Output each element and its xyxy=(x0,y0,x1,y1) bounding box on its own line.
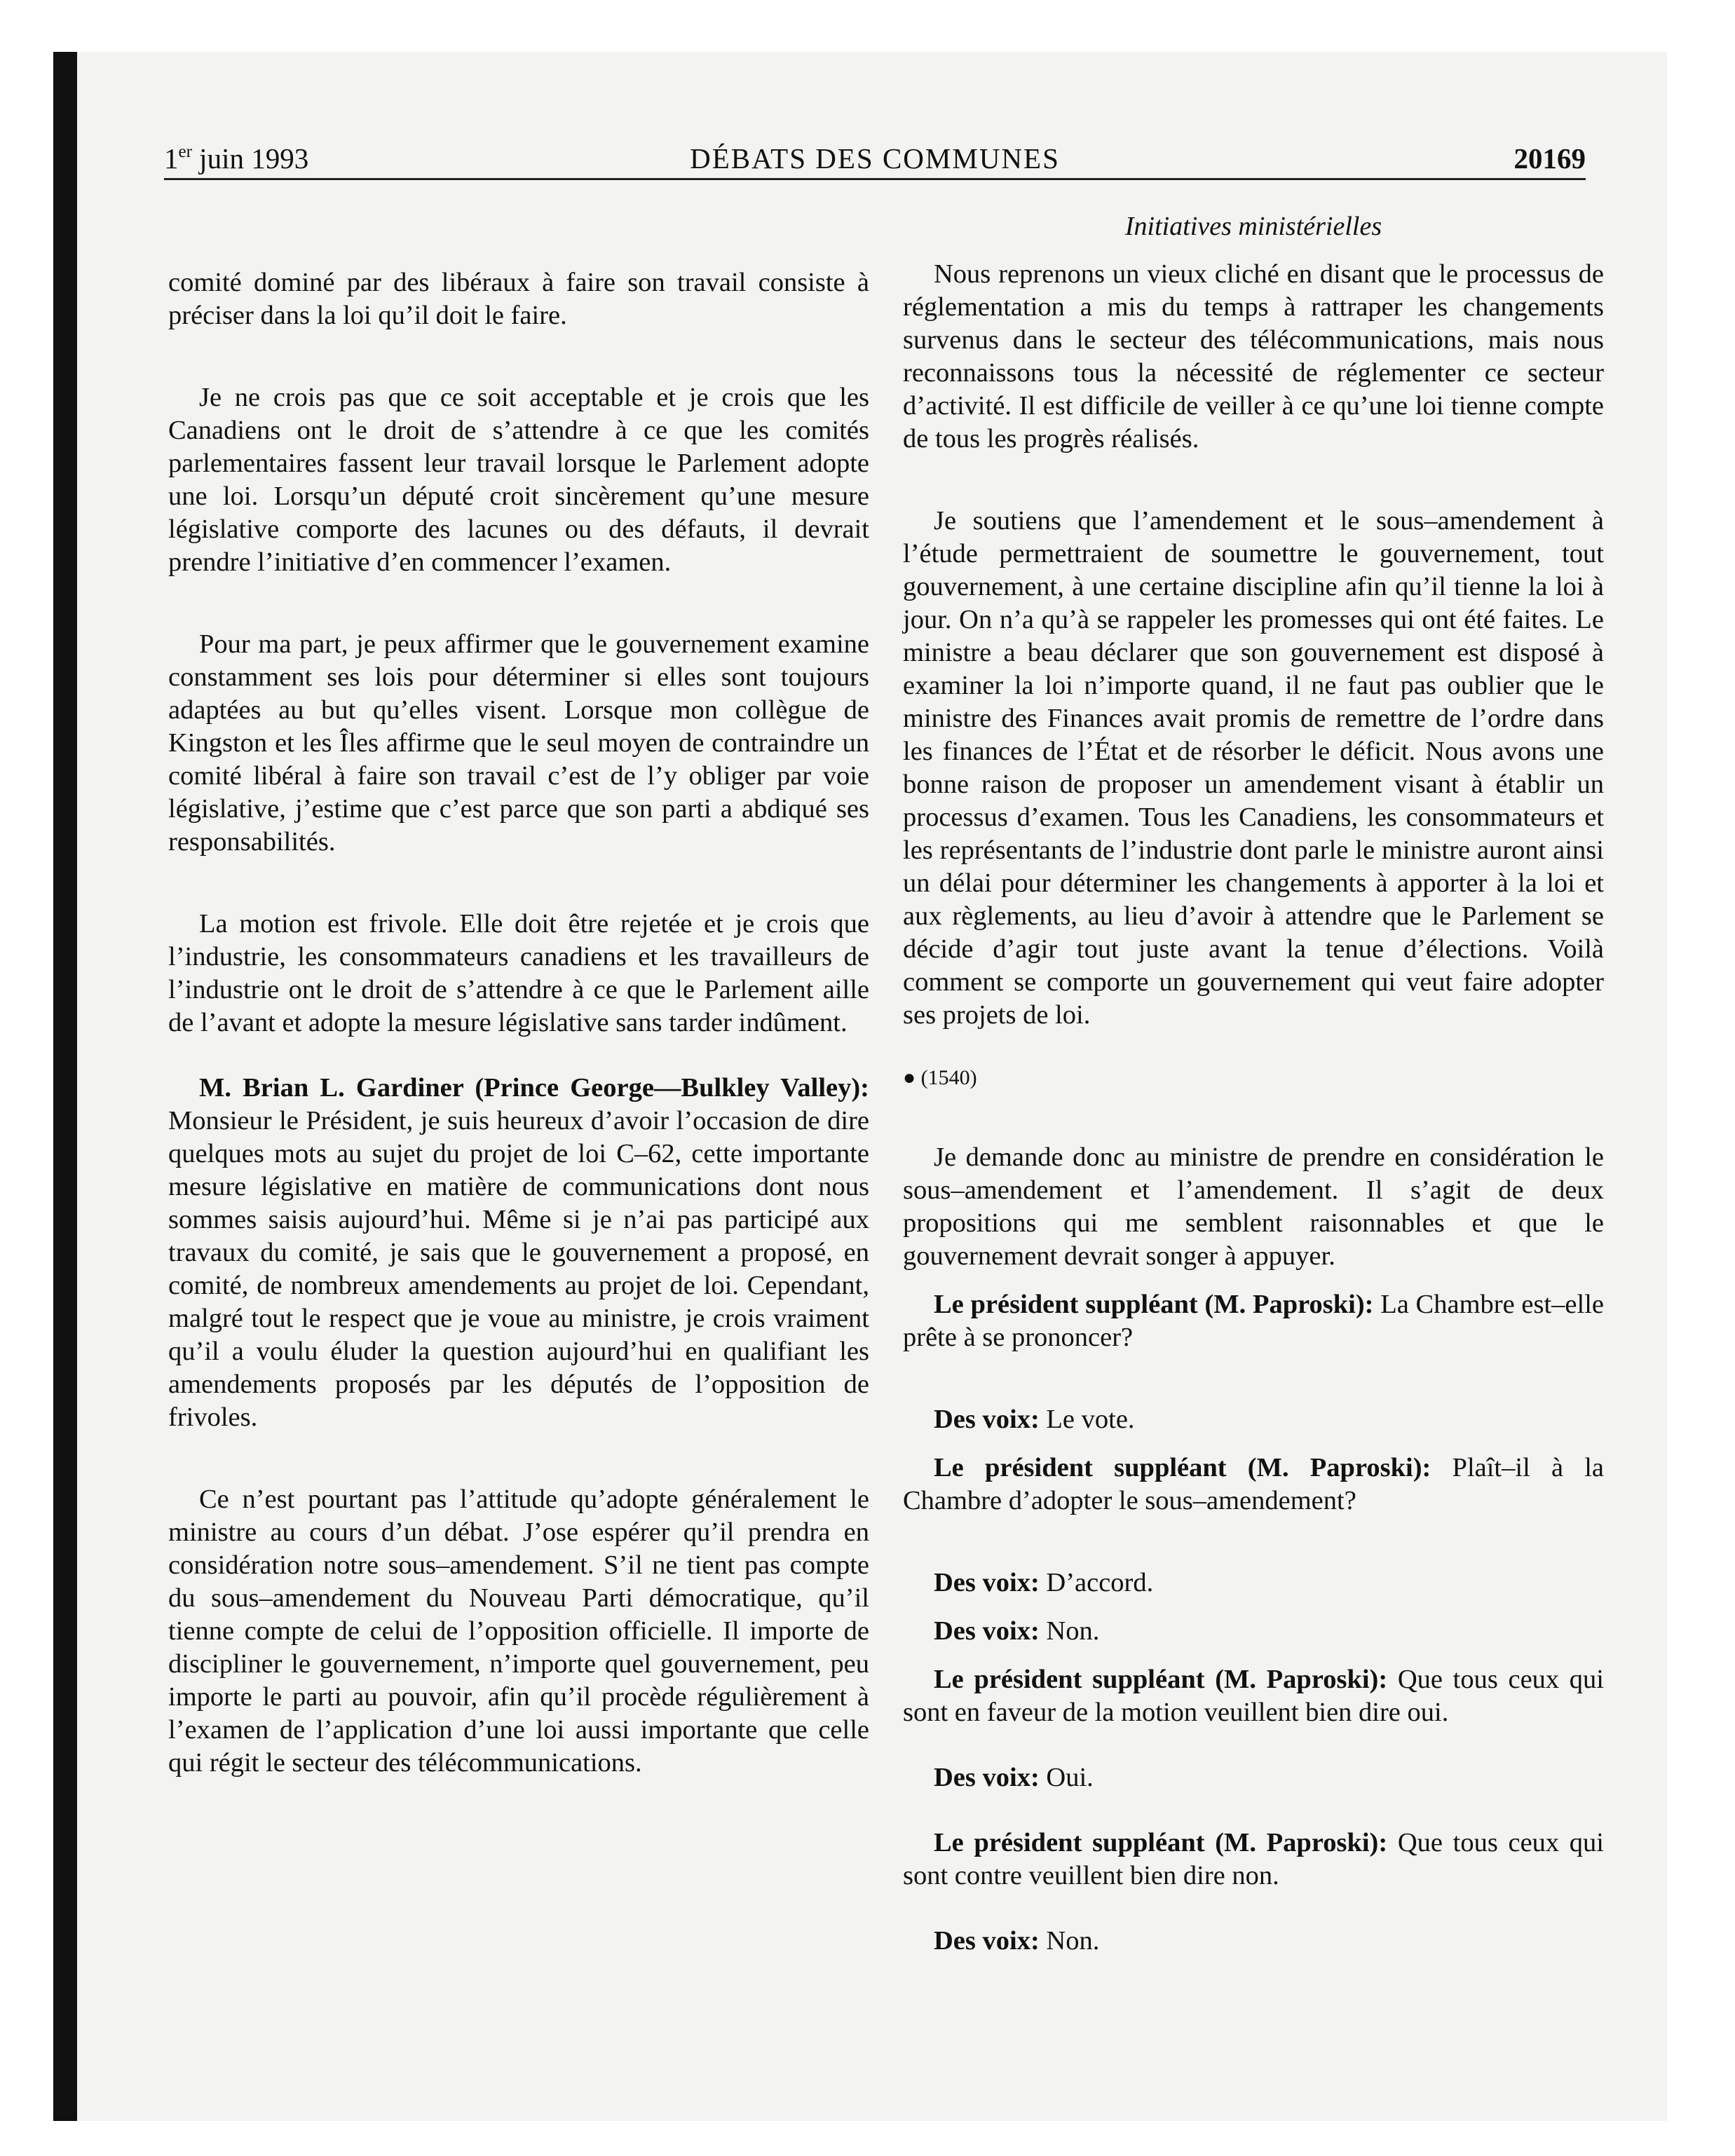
speaker-name: M. Brian L. Gardiner (Prince George—Bulkley Valley): xyxy=(199,1073,869,1103)
speech-paragraph: Des voix: Non. xyxy=(934,1926,1100,1956)
speaker-name: Le président suppléant (M. Paproski): xyxy=(934,1828,1388,1857)
speech-paragraph: Des voix: Le vote. xyxy=(934,1405,1135,1434)
bullet-icon: ● xyxy=(903,1066,916,1089)
speaker-name: Le président suppléant (M. Paproski): xyxy=(934,1290,1374,1319)
paragraph: La motion est frivole. Elle doit être rejetée et je crois que l’industrie, les consommateurs canadiens et les travailleurs de l’industrie ont le droit de s’attendre à ce que le Parlement aille de l’avant et adopte la mesure législative sans tarder indûment. xyxy=(168,909,869,1037)
header-title: DÉBATS DES COMMUNES xyxy=(690,142,1060,175)
header-rule xyxy=(164,178,1586,180)
left-column xyxy=(168,210,869,1780)
paragraph: Nous reprenons un vieux cliché en disant que le processus de réglementation a mis du temps à rattraper les changements survenus dans le secteur des télécommunications, mais nous reconnaissons tous la nécessité de réglementer ce secteur d’activité. Il est difficile de veiller à ce qu’une loi tienne compte de tous les progrès réalisés. xyxy=(903,259,1604,453)
speech-paragraph: Le président suppléant (M. Paproski): Que tous ceux qui sont contre veuillent bien dire non. xyxy=(903,1828,1604,1890)
speaker-name: Le président suppléant (M. Paproski): xyxy=(934,1453,1431,1482)
paragraph: Pour ma part, je peux affirmer que le gouvernement examine constamment ses lois pour déterminer si elles sont toujours adaptées au but qu’elles visent. Lorsque mon collègue de Kingston et les Îles affirme que le seul moyen de contraindre un comité libéral à faire son travail c’est de l’y obliger par voie législative, j’estime que c’est parce que son parti a abdiqué ses responsabilités. xyxy=(168,629,869,857)
speaker-name: Le président suppléant (M. Paproski): xyxy=(934,1665,1388,1694)
speech-paragraph: Des voix: D’accord. xyxy=(934,1568,1154,1597)
speech-paragraph: Le président suppléant (M. Paproski): Que tous ceux qui sont en faveur de la motion veuillent bien dire oui. xyxy=(903,1665,1604,1727)
paragraph: comité dominé par des libéraux à faire son travail consiste à préciser dans la loi qu’il doit le faire. xyxy=(168,268,869,330)
section-heading: Initiatives ministérielles xyxy=(1124,212,1382,241)
right-column xyxy=(903,210,1604,1958)
scan-edge-bar xyxy=(53,52,77,2121)
speaker-name: Des voix: xyxy=(934,1926,1040,1956)
running-header xyxy=(164,140,1586,177)
time-marker: ● (1540) xyxy=(903,1066,977,1089)
speech-paragraph: Des voix: Oui. xyxy=(934,1763,1094,1792)
page-number: 20169 xyxy=(1513,142,1586,175)
paragraph: Ce n’est pourtant pas l’attitude qu’adopte généralement le ministre au cours d’un débat. J’ose espérer qu’il prendra en considération notre sous–amendement. S’il ne tient pas compte du sous–amendement du Nouveau Parti démocratique, qu’il tienne compte de celui de l’opposition officielle. Il importe de discipliner le gouvernement, n’importe quel gouvernement, peu importe le parti au pouvoir, afin qu’il procède régulièrement à l’examen de l’application d’une loi aussi importante que celle qui régit le secteur des télécommunications. xyxy=(168,1485,869,1778)
speaker-name: Des voix: xyxy=(934,1405,1040,1434)
paragraph: Je demande donc au ministre de prendre en considération le sous–amendement et l’amendement. Il s’agit de deux propositions qui me semblent raisonnables et que le gouvernement devrait songer à appuyer. xyxy=(903,1142,1604,1271)
speech-paragraph: M. Brian L. Gardiner (Prince George—Bulkley Valley): Monsieur le Président, je suis heureux d’avoir l’occasion de dire quelques mots au sujet du projet de loi C–62, cette importante mesure législative en matière de communications dont nous sommes saisis aujourd’hui. Même si je n’ai pas participé aux travaux du comité, je sais que le gouvernement a proposé, en comité, de nombreux amendements au projet de loi. Cependant, malgré tout le respect que je voue au ministre, je crois vraiment qu’il a voulu éluder la question aujourd’hui en qualifiant les amendements proposés par les députés de l’opposition de frivoles. xyxy=(168,1073,869,1432)
speaker-name: Des voix: xyxy=(934,1763,1040,1792)
speech-paragraph: Des voix: Non. xyxy=(934,1616,1100,1646)
speech-paragraph: Le président suppléant (M. Paproski): La Chambre est–elle prête à se prononcer? xyxy=(903,1290,1604,1352)
paragraph: Je soutiens que l’amendement et le sous–amendement à l’étude permettraient de soumettre le gouvernement, tout gouvernement, à une certaine discipline afin qu’il tienne la loi à jour. On n’a qu’à se rappeler les promesses qui ont été faites. Le ministre a beau déclarer que son gouvernement est disposé à examiner la loi n’importe quand, il ne faut pas oublier que le ministre des Finances avait promis de remettre de l’ordre dans les finances de l’État et de résorber le déficit. Nous avons une bonne raison de proposer un amendement visant à établir un processus d’examen. Tous les Canadiens, les consommateurs et les représentants de l’industrie dont parle le ministre auront ainsi un délai pour déterminer les changements à apporter à la loi et aux règlements, au lieu d’avoir à attendre que le Parlement se décide d’agir tout juste avant la tenue d’élections. Voilà comment se comporte un gouvernement qui veut faire adopter ses projets de loi. xyxy=(903,506,1604,1030)
speaker-name: Des voix: xyxy=(934,1568,1040,1597)
paragraph: Je ne crois pas que ce soit acceptable et je crois que les Canadiens ont le droit de s’attendre à ce que les comités parlementaires fassent leur travail lorsque le Parlement adopte une loi. Lorsqu’un député croit sincèrement qu’une mesure législative comporte des lacunes ou des défauts, il devrait prendre l’initiative d’en commencer l’examen. xyxy=(168,383,869,577)
speech-paragraph: Le président suppléant (M. Paproski): Plaît–il à la Chambre d’adopter le sous–amendement? xyxy=(903,1453,1605,1515)
speaker-name: Des voix: xyxy=(934,1616,1040,1646)
header-date: 1er juin 1993 xyxy=(164,142,309,175)
